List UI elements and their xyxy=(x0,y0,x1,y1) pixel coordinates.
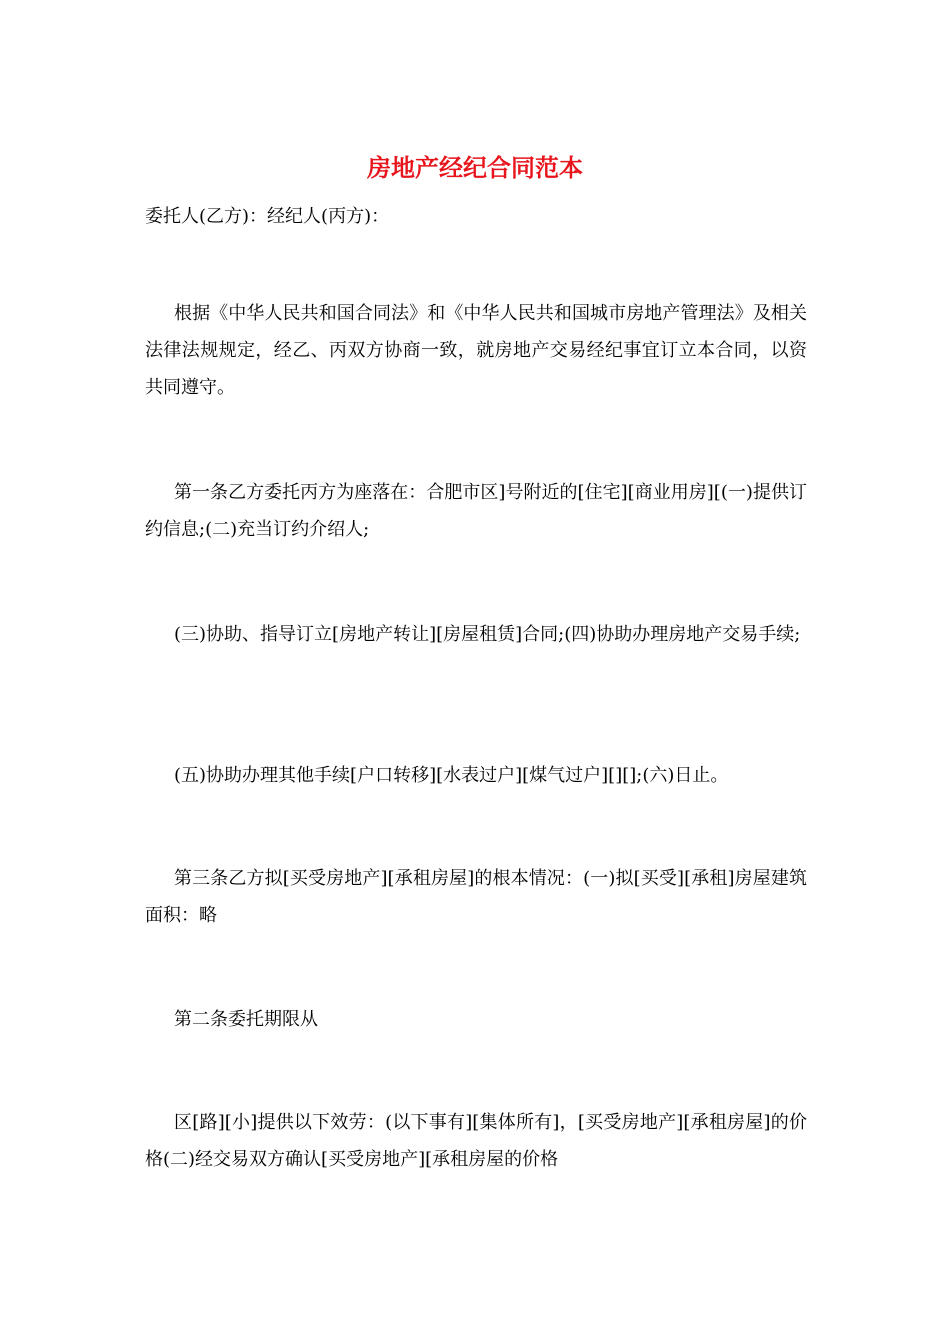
parties-line: 委托人(乙方)：经纪人(丙方)： xyxy=(145,206,390,227)
preamble-paragraph: 根据《中华人民共和国合同法》和《中华人民共和国城市房地产管理法》及相关法律法规规定，经乙、丙双方协商一致，就房地产交易经纪事宜订立本合同，以资共同遵守。 xyxy=(145,303,807,398)
services-paragraph-5-6: (五)协助办理其他手续[户口转移][水表过户][煤气过户][][];(六)日止。 xyxy=(174,765,729,786)
article-two-paragraph: 第二条委托期限从 xyxy=(174,1009,318,1030)
document-title: 房地产经纪合同范本 xyxy=(367,153,583,182)
article-one-paragraph: 第一条乙方委托丙方为座落在：合肥市区]号附近的[住宅][商业用房][(一)提供订约信息;(二)充当订约介绍人; xyxy=(145,482,807,540)
services-paragraph-3-4: (三)协助、指导订立[房地产转让][房屋租赁]合同;(四)协助办理房地产交易手续; xyxy=(174,624,801,645)
article-three-paragraph: 第三条乙方拟[买受房地产][承租房屋]的根本情况：(一)拟[买受][承租]房屋建筑面积：略 xyxy=(145,868,807,926)
service-price-paragraph: 区[路][小]提供以下效劳：(以下事有][集体所有]，[买受房地产][承租房屋]的价格(二)经交易双方确认[买受房地产][承租房屋的价格 xyxy=(145,1112,807,1170)
